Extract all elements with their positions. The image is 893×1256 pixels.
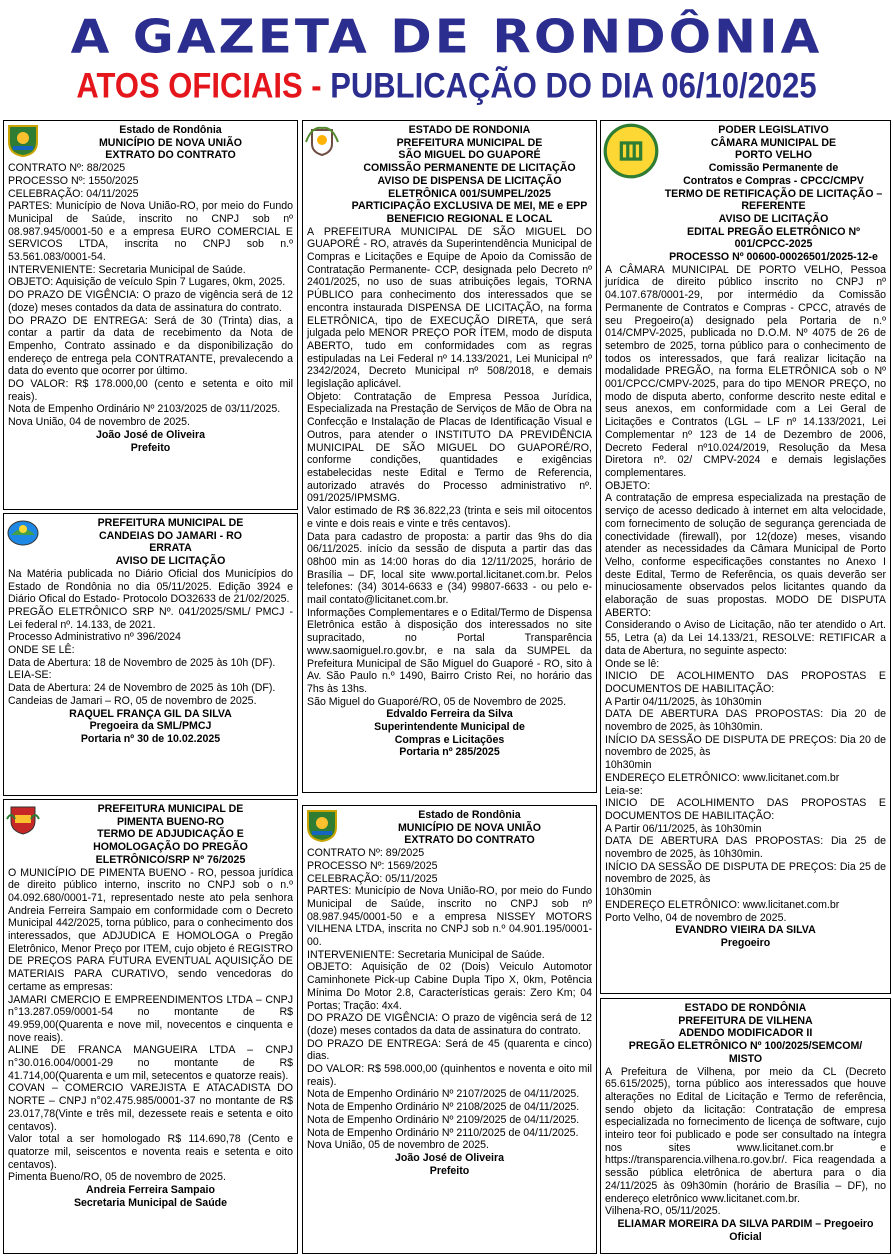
signature-line: Secretaria Municipal de Saúde bbox=[73, 1196, 228, 1209]
notice-body bbox=[307, 847, 592, 1152]
notice-header-line: SÃO MIGUEL DO GUAPORÉ bbox=[398, 149, 541, 162]
notice-paragraph: Data de Abertura: 18 de Novembro de 2025 às 10h (DF). bbox=[8, 656, 276, 669]
notice-nova-uniao-contrato-88 bbox=[3, 120, 298, 510]
notice-paragraph: DO PRAZO DE ENTREGA: Será de 45 (quarenta e cinco) dias. bbox=[307, 1037, 592, 1063]
notice-paragraph: LEIA-SE: bbox=[8, 669, 52, 682]
subtitle-atos: ATOS OFICIAIS bbox=[76, 65, 303, 106]
notice-paragraph: INTERVENIENTE: Secretaria Municipal de Saúde. bbox=[8, 263, 246, 276]
signature-line: João José de Oliveira bbox=[395, 1151, 504, 1164]
notice-header-line: Contratos e Compras - CPCC/CMPV bbox=[683, 174, 864, 187]
notice-header-line: CANDEIAS DO JAMARI - RO bbox=[98, 529, 243, 542]
masthead bbox=[0, 0, 893, 118]
notice-paragraph: São Miguel do Guaporé/RO, 05 de Novembro de 2025. bbox=[307, 695, 567, 708]
notice-paragraph: Nova União, 05 de novembro de 2025. bbox=[307, 1139, 489, 1152]
notice-header-line: Comissão Permanente de bbox=[708, 162, 839, 175]
signature-line: ELIAMAR MOREIRA DA SILVA PARDIM – Pregoeiro bbox=[617, 1217, 874, 1230]
notice-body bbox=[605, 264, 886, 925]
notice-body bbox=[307, 226, 592, 709]
notice-header-line: BENEFICIO REGIONAL E LOCAL bbox=[386, 212, 553, 225]
notice-paragraph: INÍCIO DA SESSÃO DE DISPUTA DE PREÇOS: Dia 25 de novembro de 2025, às bbox=[605, 860, 886, 886]
signature-line: Prefeito bbox=[130, 441, 171, 454]
nova-uniao-coat-of-arms-icon bbox=[5, 122, 41, 158]
notice-paragraph: Porto Velho, 04 de novembro de 2025. bbox=[605, 911, 787, 924]
notice-paragraph: ENDEREÇO ELETRÔNICO: www.licitanet.com.br bbox=[605, 771, 840, 784]
signature-line: Portaria nº 30 de 10.02.2025 bbox=[80, 732, 221, 745]
notice-header bbox=[307, 124, 592, 226]
notice-header-line: PREFEITURA MUNICIPAL DE bbox=[97, 517, 244, 529]
notice-vilhena-adendo bbox=[600, 998, 891, 1254]
notice-paragraph: Nova União, 04 de novembro de 2025. bbox=[8, 416, 190, 429]
notice-paragraph: INICIO DE ACOLHIMENTO DAS PROPOSTAS E DOCUMENTOS DE HABILITAÇÃO: bbox=[605, 797, 886, 822]
notice-candeias-errata bbox=[3, 513, 298, 796]
notice-body bbox=[8, 867, 293, 1185]
notice-signature bbox=[605, 1218, 886, 1243]
candeias-coat-of-arms-icon bbox=[5, 515, 41, 551]
notice-header bbox=[8, 803, 293, 867]
notice-header-line: MUNICÍPIO DE NOVA UNIÃO bbox=[397, 821, 542, 834]
notice-header-line: Estado de Rondônia bbox=[119, 124, 222, 136]
notice-paragraph: CONTRATO Nº: 89/2025 bbox=[307, 847, 425, 860]
notice-signature bbox=[8, 429, 293, 454]
notice-header bbox=[307, 809, 592, 847]
notice-header-line: ESTADO DE RONDÔNIA bbox=[684, 1002, 807, 1014]
notice-paragraph: Onde se lê: bbox=[605, 657, 660, 670]
subtitle-separator: - bbox=[302, 65, 331, 106]
notice-paragraph: A Prefeitura de Vilhena, por meio da CL (Decreto 65.615/2025), torna público aos interessados que houve alterações no Edital de Licitação e Termo de referência, sendo objeto da licitação: Contratação de empresa especializada no fornecimento de licença de software, cujo inteiro teor foi publicado e pode ser consultado na íntegra nos sites www.licitanet.com.br e https://transparencia.vilhena.ro.gov.br/. Fica reagendada a sessão pública eletrônica de abertura para o dia 24/11/2025 às 09h30min (horário de Brasília – DF), no endereço eletrônico www.licitanet.com.br. bbox=[605, 1065, 886, 1205]
notice-paragraph: DO PRAZO DE ENTREGA: Será de 30 (Trinta) dias, a contar a partir da data de recebimento da Nota de Empenho, Contrato assinado e da disponibilização do endereço de entrega pela CONTRATANTE, prevalecendo a data do evento que ocorrer por último. bbox=[8, 314, 293, 378]
notice-paragraph: Considerando o Aviso de Licitação, não ter atendido o Art. 55, Letra (a) da Lei 14.133/21, RESOLVE: RETIFICAR a data de Abertura, no seguinte aspecto: bbox=[605, 619, 886, 657]
notice-header-line: ERRATA bbox=[149, 542, 192, 555]
notice-pimenta-bueno-homologacao bbox=[3, 799, 298, 1254]
notice-header-line: TERMO DE ADJUDICAÇÃO E bbox=[97, 828, 244, 841]
notice-paragraph: A Partir 06/11/2025, às 10h30min bbox=[605, 822, 762, 835]
edition-subtitle bbox=[0, 65, 893, 106]
notice-body bbox=[8, 568, 293, 708]
notice-paragraph: A PREFEITURA MUNICIPAL DE SÃO MIGUEL DO GUAPORÉ - RO, através da Superintendência Municipal de Compras e Licitações e Equipe de Apoio da Comissão de Contratação Permanente- CCP, designada pelo Decreto nº 2401/2025, no uso de suas atribuições legais, TORNA PÚBLICO para conhecimento dos interessados que se encontra instaurada DISPENSA DE LICITAÇÃO, na forma ELETRÔNICA, tipo de EXECUÇÃO DIRETA, que será julgada pelo MENOR PREÇO POR ÍTEM, modo de disputa ABERTO, tudo em conformidades com as regras estipuladas na Lei Federal nº 14.133/2021, Lei Municipal nº 2342/2024, Decreto Municipal nº 508/2018, e demais legislação aplicável. bbox=[307, 225, 592, 391]
signature-line: Portaria nº 285/2025 bbox=[399, 746, 500, 759]
notice-paragraph: DO VALOR: R$ 178.000,00 (cento e setenta e oito mil reais). bbox=[8, 378, 293, 403]
newspaper-title: A GAZETA DE RONDÔNIA bbox=[70, 10, 823, 64]
notice-paragraph: INTERVENIENTE: Secretaria Municipal de Saúde. bbox=[307, 948, 545, 961]
notice-paragraph: ONDE SE LÊ: bbox=[8, 644, 75, 657]
notice-header-line: EDITAL PREGÃO ELETRÔNICO Nº 001/CPCC-2025 bbox=[687, 225, 860, 251]
signature-line: João José de Oliveira bbox=[96, 428, 205, 441]
notice-paragraph: O MUNICÍPIO DE PIMENTA BUENO - RO, pessoa jurídica de direito público interno, inscrito no CNPJ sob o n.º 04.092.680/0001-71, representado neste ato pela senhora Andreia Ferreira Sampaio em conformidade com o Decreto Municipal 442/2025, torna público, para o conhecimento dos interessados, que ADJUDICA E HOMOLOGA o Pregão Eletrônico, Menor Preço por ITEM, cujo objeto é REGISTRO DE PREÇOS PARA FUTURA EVENTUAL AQUISIÇÃO DE MATERIAIS PARA CURATIVO, sendo vencedoras do certame as empresas: bbox=[8, 866, 293, 993]
camara-porto-velho-logo-icon bbox=[602, 122, 660, 180]
signature-line: Pregoeira da SML/PMCJ bbox=[89, 720, 212, 733]
notice-paragraph: A contratação de empresa especializada na prestação de serviço de acesso dedicado à internet em alta velocidade, com fornecimento de solução de segurança gerenciada de conectividade (firewall), por 12(doze) meses, visando atender as necessidades da Câmara Municipal de Porto Velho, conforme especificações constantes no Anexo I deste Edital, Termo de Referência, os quais deverão ser minuciosamente observados pelos licitantes quando da elaboração de suas propostas. MODO DE DISPUTA ABERTO: bbox=[605, 492, 886, 619]
notice-header bbox=[8, 124, 293, 162]
signature-line: Andreia Ferreira Sampaio bbox=[86, 1184, 215, 1197]
signature-line: EVANDRO VIEIRA DA SILVA bbox=[675, 924, 816, 937]
notice-header bbox=[605, 1002, 886, 1066]
notice-paragraph: COVAN – COMERCIO VAREJISTA E ATACADISTA DO NORTE – CNPJ n°02.475.985/0001-37 no montante de R$ 23.017,78(Vinte e três mil, dezessete reais e setenta e oito centavos). bbox=[8, 1082, 293, 1133]
notice-header bbox=[8, 517, 293, 568]
notice-paragraph: PREGÃO ELETRÔNICO SRP Nº. 041/2025/SML/ PMCJ - Lei federal nº. 14.133, de 2021. bbox=[8, 605, 293, 631]
signature-line: RAQUEL FRANÇA GIL DA SILVA bbox=[69, 707, 232, 720]
notice-paragraph: DO VALOR: R$ 598.000,00 (quinhentos e noventa e oito mil reais). bbox=[307, 1063, 592, 1088]
notice-paragraph: Nota de Empenho Ordinário Nº 2109/2025 de 04/11/2025. bbox=[307, 1113, 580, 1126]
notice-signature bbox=[8, 708, 293, 746]
notice-header-line: PROCESSO Nº 00600-00026501/2025-12-e bbox=[669, 251, 878, 264]
notice-paragraph: OBJETO: Aquisição de 02 (Dois) Veiculo Automotor Caminhonete Pick-up Cabine Dupla Tipo X, 0km, Potência Mínima Do Motor 2.8, Características gerais: Zero Km; 04 Portas; Tração: 4x4. bbox=[307, 961, 592, 1012]
notice-paragraph: INICIO DE ACOLHIMENTO DAS PROPOSTAS E DOCUMENTOS DE HABILITAÇÃO: bbox=[605, 670, 886, 695]
signature-line: Superintendente Municipal de bbox=[374, 721, 525, 734]
notice-paragraph: A CÂMARA MUNICIPAL DE PORTO VELHO, Pessoa jurídica de direito público inscrito no CNPJ nº 04.107.678/0001-29, por intermédio da Comissão Permanente de Contratos e Compras - CPCC, através de seu Pregoeiro(a) designado pela Portaria de n.º 014/CMPV-2025, publicada no D.O.M. Nº 4075 de 26 de setembro de 2025, torna público para o conhecimento de todos os interessados, que fará realizar licitação na modalidade PREGÃO, na forma ELETRÔNICA sob o Nº 001/CPCC/CMPV-2025, para do tipo MENOR PREÇO, no modo de disputa aberto, conforme descrito neste edital e seus anexos, em conformidade com a Lei Geral de Licitações e Contratos (LGL – LF nº 14.133/2021, Lei Complementar nº 123 de 14 de Dezembro de 2006, Decreto Federal nº10.024/2019, Resolução da Mesa Diretora nº. 02/ CMPV-2024 e demais legislações complementares. bbox=[605, 263, 886, 479]
pimenta-bueno-coat-of-arms-icon bbox=[5, 801, 41, 837]
notice-paragraph: PROCESSO Nº: 1569/2025 bbox=[307, 859, 438, 872]
notice-body bbox=[8, 162, 293, 429]
notice-paragraph: INÍCIO DA SESSÃO DE DISPUTA DE PREÇOS: Dia 20 de novembro de 2025, às bbox=[605, 733, 886, 759]
notice-header-line: MISTO bbox=[728, 1052, 763, 1065]
notice-header-line: PIMENTA BUENO-RO bbox=[116, 815, 225, 828]
notice-header-line: ELETRÔNICO/SRP Nº 76/2025 bbox=[95, 853, 246, 866]
notice-header-line: AVISO DE DISPENSA DE LICITAÇÃO bbox=[377, 174, 562, 187]
notice-paragraph: Data para cadastro de proposta: a partir das 9hs do dia 06/11/2025. início da sessão de disputa a partir das das 08h00 min as 14:00 horas do dia 12/11/2025, horário de Brasília – DF, local site www.portal.licitanet.com.br. Pelos telefones: (34) 3014-6633 e (34) 99807-6633 - ou pelo e-mail contato@licitanet.com.br. bbox=[307, 530, 592, 607]
notice-paragraph: CELEBRAÇÃO: 04/11/2025 bbox=[8, 187, 139, 200]
notice-header-line: EXTRATO DO CONTRATO bbox=[404, 834, 535, 847]
notice-paragraph: PARTES: Município de Nova União-RO, por meio do Fundo Municipal de Saúde, inscrito no CNPJ sob nº 08.987.945/0001-50 e a empresa NISSEY MOTORS VILHENA LTDA, inscrita no CNPJ sob n.º 04.901.195/0001-00. bbox=[307, 885, 592, 949]
signature-line: Oficial bbox=[729, 1230, 762, 1243]
notice-header-line: EXTRATO DO CONTRATO bbox=[105, 149, 236, 162]
notice-paragraph: Nota de Empenho Ordinário Nº 2107/2025 de 04/11/2025. bbox=[307, 1088, 580, 1101]
notice-header-line: AVISO DE LICITAÇÃO bbox=[718, 212, 829, 225]
notice-header-line: PREFEITURA MUNICIPAL DE bbox=[396, 136, 543, 149]
notice-porto-velho-retificacao bbox=[600, 120, 891, 994]
notice-header-line: PREFEITURA DE VILHENA bbox=[678, 1014, 813, 1027]
notice-paragraph: DO PRAZO DE VIGÊNCIA: O prazo de vigência será de 12 (doze) meses contados da data de assinatura do contrato. bbox=[307, 1012, 592, 1037]
notice-paragraph: PARTES: Município de Nova União-RO, por meio do Fundo Municipal de Saúde, inscrito no CNPJ sob nº 08.987.945/0001-50 e a empresa EURO COMERCIAL E SERVICOS LTDA, inscrita no CNPJ sob n.º 53.561.083/0001-54. bbox=[8, 200, 293, 264]
notice-paragraph: Nota de Empenho Ordinário Nº 2108/2025 de 04/11/2025. bbox=[307, 1101, 580, 1114]
notice-paragraph: Objeto: Contratação de Empresa Pessoa Jurídica, Especializada na Prestação de Serviços de Mão de Obra na Confecção e Instalação de Placas de Identificação Visual e Outros, para atender o INSTITUTO DA PREVIDÊNCIA MUNICIPAL DE SÃO MIGUEL DO GUAPORÉ/RO, conforme condições, quantidades e exigências estabelecidas neste Edital e Termo de Referencia, autorizado através do Processo administrativo nº. 091/2025/IPMSMG. bbox=[307, 390, 592, 505]
notice-body bbox=[605, 1066, 886, 1218]
notice-paragraph: Na Matéria publicada no Diário Oficial dos Municípios do Estado de Rondônia no dia 05/11/2025. Edição 3924 e Diário Ofical do Estado- Protocolo DO32633 de 21/02/2025. bbox=[8, 567, 293, 606]
notice-paragraph: DATA DE ABERTURA DAS PROPOSTAS: Dia 25 de novembro de 2025, às 10h30min. bbox=[605, 835, 886, 861]
notice-header-line: Estado de Rondônia bbox=[418, 809, 521, 821]
notice-paragraph: Processo Administrativo nº 396/2024 bbox=[8, 631, 181, 644]
signature-line: Edvaldo Ferreira da Silva bbox=[386, 708, 513, 721]
notice-paragraph: Valor estimado de R$ 36.822,23 (trinta e seis mil oitocentos e vinte e dois reais e vinte e três centavos). bbox=[307, 505, 592, 530]
notice-paragraph: CELEBRAÇÃO: 05/11/2025 bbox=[307, 872, 438, 885]
notice-paragraph: OBJETO: Aquisição de veículo Spin 7 Lugares, 0km, 2025. bbox=[8, 276, 286, 289]
signature-line: Prefeito bbox=[429, 1164, 470, 1177]
notice-header-line: COMISSÃO PERMANENTE DE LICITAÇÃO bbox=[363, 162, 576, 175]
notice-paragraph: 10h30min bbox=[605, 886, 652, 899]
sao-miguel-coat-of-arms-icon bbox=[304, 122, 340, 158]
notice-paragraph: OBJETO: bbox=[605, 479, 651, 492]
notice-paragraph: CONTRATO Nº: 88/2025 bbox=[8, 162, 126, 175]
notice-paragraph: 10h30min bbox=[605, 759, 652, 772]
notice-signature bbox=[8, 1184, 293, 1209]
subtitle-date: PUBLICAÇÃO DO DIA 06/10/2025 bbox=[330, 65, 817, 106]
notice-header-line: ADENDO MODIFICADOR II bbox=[678, 1027, 813, 1040]
notice-sao-miguel-dispensa bbox=[302, 120, 597, 793]
notice-paragraph: Pimenta Bueno/RO, 05 de novembro de 2025. bbox=[8, 1171, 226, 1184]
notice-header-line: AVISO DE LICITAÇÃO bbox=[115, 555, 226, 568]
notice-signature bbox=[307, 708, 592, 759]
notice-header-line: MUNICÍPIO DE NOVA UNIÃO bbox=[98, 136, 243, 149]
notice-paragraph: JAMARI CMERCIO E EMPREENDIMENTOS LTDA – CNPJ n°13.287.059/0001-54 no montante de R$ 49.959,00(Quarenta e nove mil, novecentos e cinquenta e nove reais). bbox=[8, 993, 293, 1044]
notice-paragraph: Informações Complementares e o Edital/Termo de Dispensa Eletrônica estão à disposição dos interessados no site supracitado, no Portal Transparência www.saomiguel.ro.gov.br, e na sala da SUMPEL da Prefeitura Municipal de São Miguel do Guaporé - RO, sito à Av. São Paulo n.º 1490, Bairro Cristo Rei, no horário das 7hs às 13hs. bbox=[307, 606, 592, 695]
notice-header-line: HOMOLOGAÇÃO DO PREGÃO bbox=[93, 841, 248, 854]
notice-header-line: PODER LEGISLATIVO bbox=[718, 124, 829, 136]
notice-header-line: PARTICIPAÇÃO EXCLUSIVA DE MEI, ME e EPP bbox=[351, 200, 588, 213]
notice-header-line: PREGÃO ELETRÔNICO Nº 100/2025/SEMCOM/ bbox=[628, 1040, 863, 1053]
notice-paragraph: Data de Abertura: 24 de Novembro de 2025 às 10h (DF). bbox=[8, 682, 276, 695]
notice-paragraph: DO PRAZO DE VIGÊNCIA: O prazo de vigência será de 12 (doze) meses contados da data de assinatura do contrato. bbox=[8, 289, 293, 314]
nova-uniao-coat-of-arms-icon bbox=[304, 807, 340, 843]
notice-header-line: TERMO DE RETIFICAÇÃO DE LICITAÇÃO – REFERENTE bbox=[664, 187, 883, 213]
signature-line: Pregoeiro bbox=[720, 937, 771, 949]
signature-line: Compras e Licitações bbox=[394, 733, 505, 746]
notice-header-line: CÂMARA MUNICIPAL DE bbox=[710, 136, 837, 149]
notice-header-line: PREFEITURA MUNICIPAL DE bbox=[97, 803, 244, 815]
notice-header-line: PORTO VELHO bbox=[735, 149, 812, 162]
notice-paragraph: Nota de Empenho Ordinário Nº 2103/2025 de 03/11/2025. bbox=[8, 403, 281, 416]
notice-paragraph: ENDEREÇO ELETRÔNICO: www.licitanet.com.br bbox=[605, 898, 840, 911]
notice-paragraph: Valor total a ser homologado R$ 114.690,78 (Cento e quatorze mil, seiscentos e noventa reais e setenta e oito centavos). bbox=[8, 1133, 293, 1171]
notice-paragraph: Candeias de Jamari – RO, 05 de novembro de 2025. bbox=[8, 694, 257, 707]
notice-paragraph: Vilhena-RO, 05/11/2025. bbox=[605, 1205, 721, 1218]
notice-paragraph: Nota de Empenho Ordinário Nº 2110/2025 de 04/11/2025. bbox=[307, 1126, 579, 1139]
notice-nova-uniao-contrato-89 bbox=[302, 805, 597, 1254]
notice-signature bbox=[605, 924, 886, 949]
notice-paragraph: A Partir 04/11/2025, às 10h30min bbox=[605, 695, 762, 708]
notice-header-line: ESTADO DE RONDONIA bbox=[408, 124, 531, 136]
notice-signature bbox=[307, 1152, 592, 1177]
notice-paragraph: Leia-se: bbox=[605, 784, 643, 797]
notice-paragraph: DATA DE ABERTURA DAS PROPOSTAS: Dia 20 de novembro de 2025, às 10h30min. bbox=[605, 708, 886, 734]
notice-paragraph: ALINE DE FRANCA MANGUEIRA LTDA – CNPJ n°30.016.004/0001-29 no montante de R$ 41.714,00(Quarenta e um mil, setecentos e quatorze reais). bbox=[8, 1044, 293, 1082]
notice-header-line: ELETRÔNICA 001/SUMPEL/2025 bbox=[388, 187, 551, 200]
notice-paragraph: PROCESSO Nº: 1550/2025 bbox=[8, 174, 139, 187]
